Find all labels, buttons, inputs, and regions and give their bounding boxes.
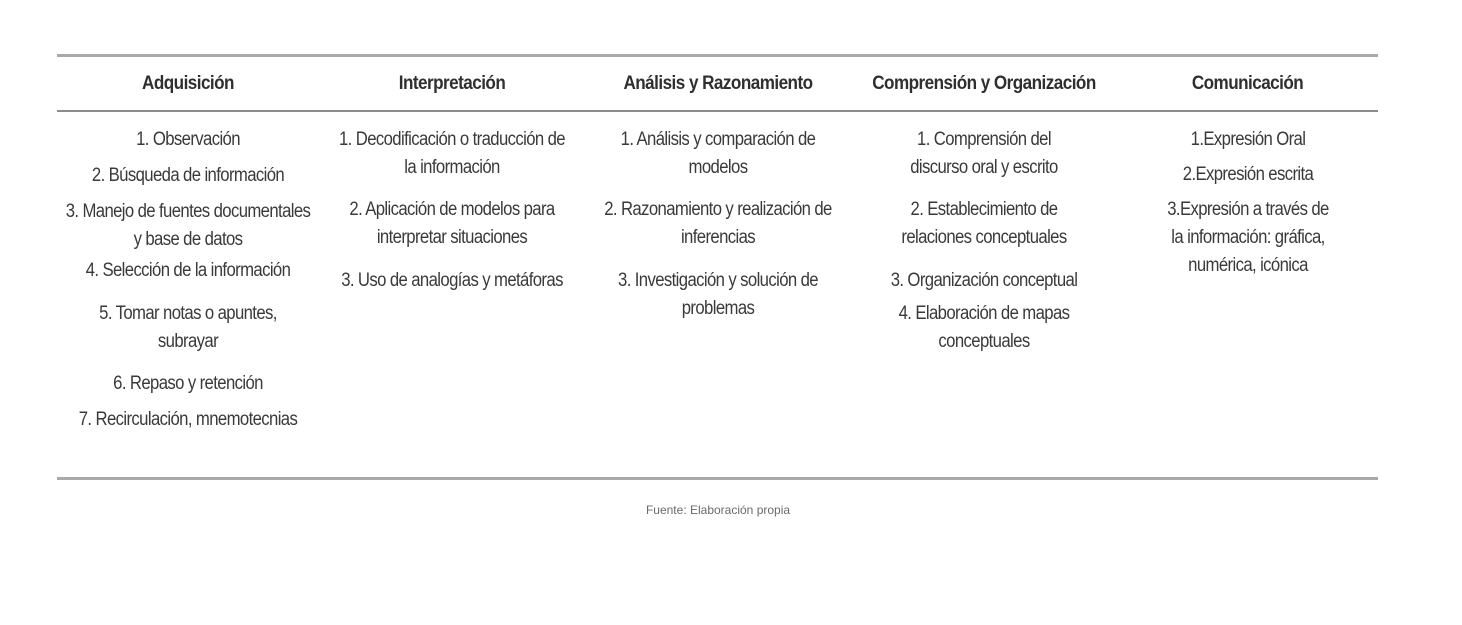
table-cell: 2. Establecimiento de relaciones conceptuales — [901, 199, 1067, 248]
table-cell: 4. Elaboración de mapas conceptuales — [898, 303, 1070, 352]
table-cell: 1.Expresión Oral — [1190, 129, 1305, 150]
table-cell: 1. Decodificación o traducción de la información — [339, 129, 565, 178]
header-comprension: Comprensión y Organización — [872, 72, 1096, 94]
column-adquisicion — [57, 126, 319, 451]
table-cell: 6. Repaso y retención — [113, 373, 263, 394]
table-body-row — [57, 112, 1378, 477]
table-cell: 1. Comprensión del discurso oral y escrito — [910, 129, 1058, 178]
table-cell: 3. Manejo de fuentes documentales y base de datos — [65, 201, 311, 250]
column-comunicacion — [1117, 126, 1378, 297]
table-cell: 3. Investigación y solución de problemas — [618, 270, 818, 319]
table-cell: 3. Uso de analogías y metáforas — [341, 270, 563, 291]
table-cell: 4. Selección de la información — [85, 260, 291, 281]
source-note: Fuente: Elaboración propia — [645, 503, 791, 517]
column-comprension — [851, 126, 1117, 373]
table-bottom-rule — [57, 477, 1378, 480]
column-analisis — [585, 126, 851, 340]
header-comunicacion: Comunicación — [1191, 72, 1304, 94]
table-cell: 2.Expresión escrita — [1182, 164, 1313, 185]
table-cell: 1. Análisis y comparación de modelos — [620, 129, 816, 178]
table-cell: 5. Tomar notas o apuntes, subrayar — [99, 303, 277, 352]
table-cell: 3. Organización conceptual — [890, 270, 1078, 291]
column-interpretacion — [319, 126, 585, 312]
table-cell: 2. Razonamiento y realización de inferencias — [604, 199, 832, 248]
table-cell: 2. Aplicación de modelos para interpretar situaciones — [349, 199, 555, 248]
table-cell: 2. Búsqueda de información — [91, 165, 285, 186]
table-header-row — [57, 57, 1378, 110]
header-analisis: Análisis y Razonamiento — [623, 72, 813, 94]
skills-table — [57, 54, 1378, 480]
table-cell: 1. Observación — [136, 129, 240, 150]
table-cell: 3.Expresión a través de la información: gráfica, numérica, icónica — [1166, 199, 1329, 276]
header-interpretacion: Interpretación — [398, 72, 506, 94]
header-adquisicion: Adquisición — [142, 72, 234, 94]
table-cell: 7. Recirculación, mnemotecnias — [78, 409, 298, 430]
